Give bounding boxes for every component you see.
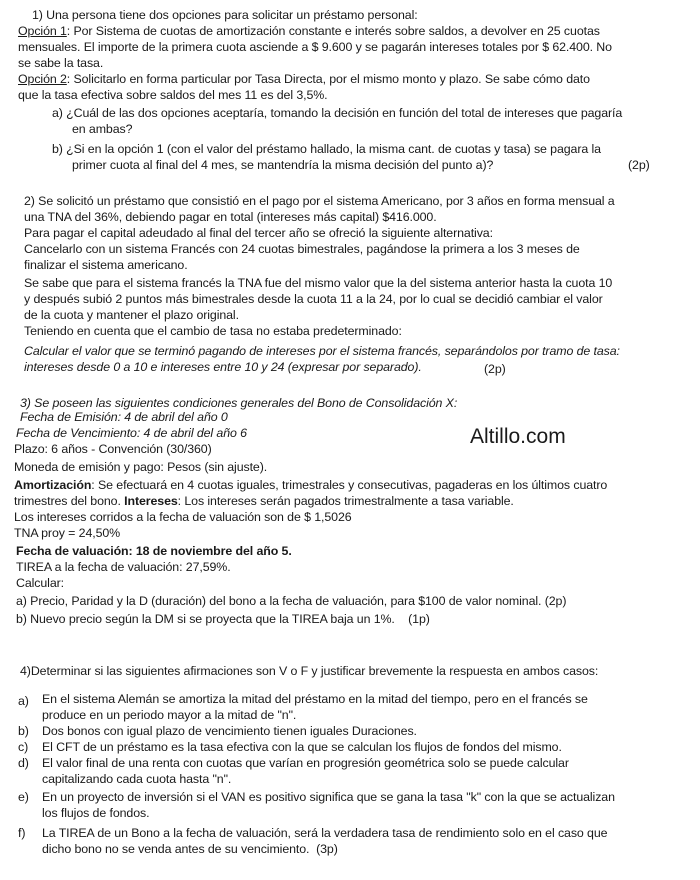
q3-accrued-interest: Los intereses corridos a la fecha de valuación son de $ 1,5026	[14, 510, 352, 524]
q4-item-a-line-2: produce en un periodo mayor a la mitad de "n".	[42, 708, 297, 722]
q3-maturity-date: Fecha de Vencimiento: 4 de abril del año 6	[16, 426, 247, 440]
q1-option1-label: Opción 1	[18, 24, 67, 38]
q3-interest-text: : Los intereses serán pagados trimestralmente a tasa variable.	[177, 494, 514, 508]
q4-item-f-line-2-text: dicho bono no se venda antes de su vencimiento.	[42, 842, 310, 856]
q4-item-f-line-1: La TIREA de un Bono a la fecha de valuación, será la verdadera tasa de rendimiento solo en el caso que	[42, 826, 608, 840]
q4-item-e-line-1: En un proyecto de inversión si el VAN es positivo significa que se gana la tasa "k" con la que se actualizan	[42, 790, 615, 804]
q3-term: Plazo: 6 años - Convención (30/360)	[14, 442, 212, 456]
q4-item-c-marker: c)	[18, 740, 29, 754]
q4-item-b-line-1: Dos bonos con igual plazo de vencimiento tienen iguales Duraciones.	[42, 724, 417, 738]
q4-item-c-line-1: El CFT de un préstamo es la tasa efectiva con la que se calculan los flujos de fondos del mismo.	[42, 740, 562, 754]
q3-currency: Moneda de emisión y pago: Pesos (sin ajuste).	[14, 460, 268, 474]
q1-item-a-line-2: en ambas?	[72, 122, 133, 136]
q1-line-1: 1) Una persona tiene dos opciones para solicitar un préstamo personal:	[32, 8, 418, 22]
q1-line-5	[18, 72, 590, 86]
q2-line-1: 2) Se solicitó un préstamo que consistió en el pago por el sistema Americano, por 3 años en forma mensual a	[24, 194, 615, 208]
q1-item-a-line-1: a) ¿Cuál de las dos opciones aceptaría, tomando la decisión en función del total de intereses que pagaría	[52, 106, 623, 120]
q4-item-a-line-1: En el sistema Alemán se amortiza la mitad del préstamo en la mitad del tiempo, pero en el francés se	[42, 692, 588, 706]
q4-item-f-marker: f)	[18, 826, 26, 840]
q2-line-6: Se sabe que para el sistema francés la TNA fue del mismo valor que la del sistema anterior hasta la cuota 10	[24, 276, 613, 290]
q1-option2-text: : Solicitarlo en forma particular por Tasa Directa, por el mismo monto y plazo. Se sabe cómo dato	[66, 72, 590, 86]
q4-item-f-line-2	[42, 842, 338, 856]
q3-line-1: 3) Se poseen las siguientes condiciones generales del Bono de Consolidación X:	[20, 396, 458, 410]
q4-line-1: 4)Determinar si las siguientes afirmaciones son V o F y justificar brevemente la respuesta en ambos casos:	[20, 664, 599, 678]
q3-amortization-label: Amortización	[14, 478, 92, 492]
q3-item-b-text: b) Nuevo precio según la DM si se proyecta que la TIREA baja un 1%.	[16, 612, 395, 626]
q1-line-2	[18, 24, 600, 38]
q3-item-b	[16, 612, 430, 626]
q1-option1-text: : Por Sistema de cuotas de amortización constante e interés sobre saldos, a devolver en 25 cuotas	[66, 24, 600, 38]
q4-item-d-marker: d)	[18, 756, 29, 770]
q2-line-4: Cancelarlo con un sistema Francés con 24 cuotas bimestrales, pagándose la primera a los 3 meses de	[24, 242, 580, 256]
q1-item-b-line-1: b) ¿Si en la opción 1 (con el valor del préstamo hallado, la misma cant. de cuotas y tasa) se pagara la	[52, 142, 601, 156]
q2-line-3: Para pagar el capital adeudado al final del tercer año se ofreció la siguiente alternativa:	[24, 226, 493, 240]
q2-line-7: y después subió 2 puntos más bimestrales desde la cuota 11 a la 24, por lo cual se decidió cambiar el valor	[24, 292, 603, 306]
q3-tna: TNA proy = 24,50%	[14, 526, 121, 540]
q3-interest	[14, 494, 514, 508]
q2-points: (2p)	[484, 362, 506, 376]
q3-valuation-date: Fecha de valuación: 18 de noviembre del año 5.	[16, 544, 292, 558]
q4-points: (3p)	[316, 842, 338, 856]
q3-tirea: TIREA a la fecha de valuación: 27,59%.	[16, 560, 231, 574]
q3-calcular: Calcular:	[16, 576, 64, 590]
q2-line-2: una TNA del 36%, debiendo pagar en total (intereses más capital) $416.000.	[24, 210, 437, 224]
q4-item-d-line-2: capitalizando cada cuota hasta "n".	[42, 772, 232, 786]
q1-option2-label: Opción 2	[18, 72, 67, 86]
q2-line-11: intereses desde 0 a 10 e intereses entre 10 y 24 (expresar por separado).	[24, 360, 422, 374]
q3-issue-date: Fecha de Emisión: 4 de abril del año 0	[20, 410, 228, 424]
q2-line-10: Calcular el valor que se terminó pagando de intereses por el sistema francés, separándolos por tramo de tasa:	[24, 344, 620, 358]
q1-item-b-line-2: primer cuota al final del 4 mes, se mantendría la misma decisión del punto a)?	[72, 158, 494, 172]
q3-item-a: a) Precio, Paridad y la D (duración) del bono a la fecha de valuación, para $100 de valor nominal. (2p)	[16, 594, 567, 608]
q1-line-3: mensuales. El importe de la primera cuota asciende a $ 9.600 y se pagarán intereses totales por $ 62.400. No	[18, 40, 612, 54]
q1-points: (2p)	[628, 158, 650, 172]
q3-interest-prefix: trimestres del bono.	[14, 494, 125, 508]
q2-line-8: de la cuota y mantener el plazo original.	[24, 308, 239, 322]
q1-line-4: se sabe la tasa.	[18, 56, 104, 70]
q4-item-e-marker: e)	[18, 790, 29, 804]
q3-amortization-text: : Se efectuará en 4 cuotas iguales, trimestrales y consecutivas, pagaderas en los últimos cuatro	[91, 478, 608, 492]
q4-item-a-marker: a)	[18, 694, 29, 708]
q2-line-9: Teniendo en cuenta que el cambio de tasa no estaba predeterminado:	[24, 324, 402, 338]
q2-line-5: finalizar el sistema americano.	[24, 258, 188, 272]
watermark-text: Altillo.com	[470, 425, 566, 448]
q4-item-b-marker: b)	[18, 724, 29, 738]
q3-item-b-points: (1p)	[408, 612, 430, 626]
q3-interest-label: Intereses	[124, 494, 178, 508]
q4-item-e-line-2: los flujos de fondos.	[42, 806, 150, 820]
q1-line-6: que la tasa efectiva sobre saldos del mes 11 es del 3,5%.	[18, 88, 328, 102]
q4-item-d-line-1: El valor final de una renta con cuotas que varían en progresión geométrica solo se puede calcular	[42, 756, 569, 770]
q3-amortization	[14, 478, 607, 492]
